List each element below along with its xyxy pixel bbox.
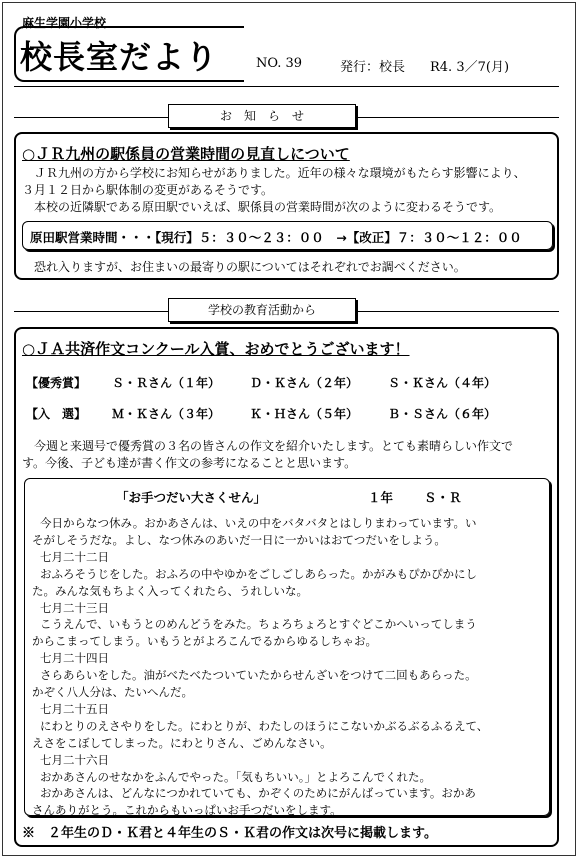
school-name: 麻生学園小学校	[22, 16, 107, 30]
essay-line: おかあさんのせなかをふんでやった。「気もちいい。」とよろこんでくれた。	[40, 769, 431, 784]
essay-line: おかあさんは、どんなにつかれていても、かぞくのためにがんばっています。おかあ	[40, 786, 476, 801]
section1-heading: お 知 ら せ	[168, 104, 356, 128]
article1-title: ○ＪＲ九州の駅係員の営業時間の見直しについて	[22, 145, 350, 163]
award-selected-1: Ｍ・Ｋさん（３年）	[112, 407, 221, 421]
essay-line: た。みんな気もちよく入ってくれたら、うれしいな。	[32, 583, 308, 598]
award-selected-3: Ｂ・Ｓさん（６年）	[388, 407, 497, 421]
essay-line: おふろそうじをした。おふろの中やゆかをごしごしあらった。かがみもぴかぴかにし	[40, 566, 477, 581]
newsletter-title: 校長室だより	[20, 38, 219, 76]
header-divider	[14, 86, 559, 87]
essay-line: 七月二十三日	[40, 600, 109, 615]
section2-heading: 学校の教育活動から	[168, 298, 356, 322]
article1-closing: 恐れ入りますが、お住まいの最寄りの駅についてはそれぞれでお調べください。	[34, 260, 466, 274]
essay-line: さんありがとう。これからもいっぱいお手つだいをします。	[32, 803, 342, 818]
intro-line2: す。今後、子ども達が書く作文の参考になることと思います。	[22, 456, 357, 470]
essay-line: えさをこぼしてしまった。にわとりさん、ごめんなさい。	[32, 735, 332, 750]
article2-title: ○ＪＡ共済作文コンクール入賞、おめでとうございます！	[22, 340, 410, 358]
essay-line: そがしそうだな。よし、なつ休みのあいだ一日に一かいはおてつだいをしよう。	[32, 532, 446, 547]
essay-line: さらあらいをした。油がべたべたついていたからせんざいをつけて二回もあらった。	[40, 668, 477, 683]
article1-para1b: ３月１２日から駅体制の変更があるそうです。	[22, 183, 274, 197]
essay-line: にわとりのえさやりをした。にわとりが、わたしのほうにこないかぶるぶるふるえて、	[40, 718, 489, 733]
award-excellent-2: Ｄ・Ｋさん（２年）	[250, 376, 359, 390]
essay-line: 今日からなつ休み。おかあさんは、いえの中をバタバタとはしりまわっています。い	[40, 516, 477, 530]
essay-line: 七月二十四日	[40, 651, 109, 666]
essay-title: 「お手つだい大さくせん」	[116, 490, 267, 505]
issuer: 発行：校長	[340, 60, 406, 75]
article1-para2: 本校の近隣駅である原田駅でいえば、駅係員の営業時間が次のように変わるそうです。	[34, 200, 502, 214]
essay-line: かぞく八人分は、たいへんだ。	[32, 685, 193, 699]
award-excellent-label: 【優秀賞】	[26, 376, 87, 390]
essay-line: 七月二十二日	[40, 549, 109, 564]
essay-line: こうえんで、いもうとのめんどうをみた。ちょろちょろとすぐどこかへいってしまう	[40, 617, 477, 632]
award-excellent-3: Ｓ・Ｋさん（４年）	[388, 376, 497, 390]
essay-grade: １年	[368, 490, 394, 505]
issue-number: NO. 39	[256, 56, 303, 71]
footnote: ※ ２年生のＤ・Ｋ君と４年生のＳ・Ｋ君の作文は次号に掲載します。	[22, 826, 437, 841]
essay-line: 七月二十五日	[40, 701, 109, 716]
essay-line: からこまってしまう。いもうとがよろこんでるからゆるしちゃお。	[32, 634, 377, 649]
issue-date: R4. 3／7(月)	[430, 60, 510, 75]
award-selected-2: Ｋ・Ｈさん（５年）	[250, 407, 359, 421]
award-selected-label: 【入 選】	[26, 407, 87, 421]
award-excellent-1: Ｓ・Ｒさん（１年）	[112, 376, 221, 390]
article1-para1a: ＪＲ九州の方から学校にお知らせがありました。近年の様々な環境がもたらす影響により、	[34, 166, 526, 180]
essay-line: 七月二十六日	[40, 752, 109, 767]
intro-line1: 今週と来週号で優秀賞の３名の皆さんの作文を紹介いたします。とても素晴らしい作文で	[34, 439, 514, 453]
station-hours: 原田駅営業時間・・・【現行】５：３０～２３：００ →【改正】７：３０～１２：００	[30, 230, 522, 245]
essay-author: Ｓ・Ｒ	[424, 490, 462, 505]
